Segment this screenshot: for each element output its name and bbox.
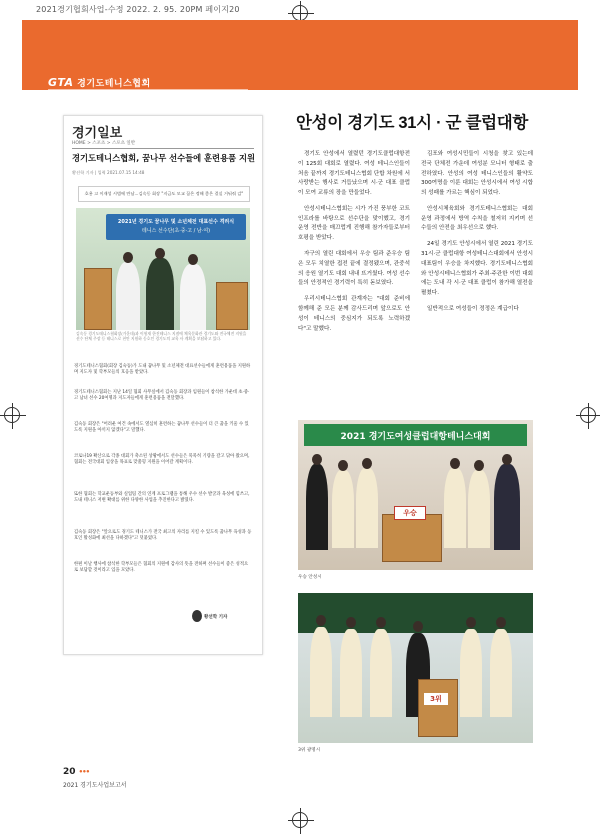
reporter-avatar bbox=[192, 610, 202, 622]
person bbox=[306, 464, 328, 550]
person-head bbox=[362, 458, 372, 469]
photo-banner-text-2: 테니스 선수단(초·중·고 / 남·여) bbox=[141, 228, 211, 234]
person-head bbox=[450, 458, 460, 469]
person bbox=[340, 629, 362, 717]
page-number bbox=[63, 767, 89, 777]
clipping-paragraph: 경기도테니스협회는 지난 14일 협회 사무실에서 김숙동 회장과 임원들이 참석한 가운데 초·중·고 남녀 선수 20여명과 지도자들에게 훈련용품을 전달했다. bbox=[74, 390, 250, 402]
person-head bbox=[316, 615, 326, 626]
article-paragraph: 일반적으로 여성들이 정정은 계급이다 bbox=[427, 305, 519, 312]
registration-mark-left bbox=[4, 407, 20, 423]
photo-banner bbox=[106, 214, 246, 240]
clipping-paragraph: 또한 협회는 학교운동부와 실업팀 간의 연계 프로그램을 통해 우수 선수 발굴과 육성에 힘쓰고, 도내 테니스 저변 확대를 위한 다양한 사업을 추진한다고 밝혔다. bbox=[74, 492, 250, 504]
third-place-photo bbox=[298, 593, 533, 743]
article-paragraph: 경기도 안성에서 열렸던 경기도클럽대항전이 125회 대회로 열렸다. 여성 테니스인들이 처음 끝까지 경기도테니스협회 단합 차원에 서 사랑받는 행사로 거듭났으며 시·군 대표 클럽이 모여 교류의 장을 만들었다. bbox=[298, 151, 410, 197]
person bbox=[444, 468, 466, 548]
banner-divider bbox=[48, 89, 248, 90]
person bbox=[180, 264, 206, 330]
article-paragraph: 자구의 열린 대회에서 우승 팀과 준우승 팀은 모두 치열한 접전 끝에 결정됐으며, 관중석의 응원 열기도 대회 내내 뜨거웠다. 여성 선수들의 안정적인 경기력이 특히 돋보였다. bbox=[298, 251, 410, 287]
photo-caption: 우승 안성시 bbox=[298, 575, 322, 580]
article-headline: 안성이 경기도 31시 · 군 클럽대항 bbox=[296, 114, 529, 132]
person bbox=[116, 262, 140, 330]
person bbox=[460, 629, 482, 717]
clipping-photo bbox=[76, 208, 250, 330]
clipping-subhead: 호용 고 이재성 시범에 만남...김숙동 회장 "지금도 모교 꿈은 정해 좋은 결실 거둬줘 감" bbox=[78, 186, 250, 202]
person bbox=[468, 470, 490, 548]
report-title: 2021 경기도사업보고서 bbox=[63, 782, 127, 789]
gta-logo-mark: GTA bbox=[48, 76, 74, 89]
equipment-boxes bbox=[216, 282, 248, 330]
clipping-paragraph: 한편 이날 행사에 참석한 학부모들은 협회의 지원에 감사의 뜻을 전하며 선수들이 좋은 성적으로 보답할 것이라고 입을 모았다. bbox=[74, 562, 249, 574]
person bbox=[310, 627, 332, 717]
newspaper-logo: 경기일보 bbox=[72, 126, 123, 141]
registration-mark-top bbox=[292, 5, 308, 21]
clipping-photo-caption: 김숙동 경기도테니스협회장(가운데)과 이원재 한진테니스 지점에 체육문화관 경기도와 전국체전 지원을 선수 단체 주장 등 테니스로 천안 지원하 동호인 경기도의 교육 사 계획을 보답하고 있다. bbox=[76, 331, 247, 341]
clipping-paragraph: 코로나19 확산으로 각종 대회가 축소된 상황에서도 선수들은 묵묵히 기량을 갈고 닦아 왔으며, 협회는 전국대회 입상을 목표로 맞춤형 지원을 이어갈 계획이다. bbox=[74, 454, 250, 466]
banner-logo-text: 경기도테니스협회 bbox=[77, 79, 151, 89]
prize-boxes bbox=[382, 514, 442, 562]
winners-photo bbox=[298, 420, 533, 570]
article-paragraph: 24일 경기도 안성시에서 열린 2021 경기도 31시·군 클럽대항 여성테니스대회에서 안성시 대표팀이 우승을 차지했다. 경기도테니스협회와 안성시테니스협회가 주최·주관한 이번 대회에는 도내 각 시·군 대표 클럽이 참가해 열전을 펼쳤다. bbox=[421, 241, 533, 297]
clipping-paragraph: 경기도테니스협회(회장 김숙동)가 도내 꿈나무 및 소년체전 대표선수들에게 훈련용품을 지원하며 지도자 및 학부모들의 호응을 받았다. bbox=[74, 364, 251, 376]
person-head bbox=[474, 460, 484, 471]
person-head bbox=[496, 617, 506, 628]
page-number-value: 20 bbox=[63, 767, 76, 777]
photo-banner-text: 2021년 경기도 꿈나무 및 소년체전 대표선수 격려식 bbox=[117, 219, 235, 225]
person bbox=[490, 629, 512, 717]
equipment-boxes bbox=[84, 268, 112, 330]
newspaper-clipping bbox=[63, 115, 263, 655]
person-head bbox=[346, 617, 356, 628]
person-head bbox=[376, 617, 386, 628]
clipping-paragraph: 김숙동 회장은 "어려운 여건 속에서도 열심히 훈련하는 꿈나무 선수들이 더 큰 꿈을 키울 수 있도록 지원을 아끼지 않겠다"고 말했다. bbox=[74, 422, 249, 434]
person bbox=[370, 629, 392, 717]
registration-mark-bottom bbox=[292, 812, 308, 828]
person-head bbox=[413, 621, 423, 632]
winner-sign: 우승 bbox=[394, 506, 426, 520]
clipping-meta: 황선학 기자 | 입력 2021.07.15 14:48 bbox=[72, 170, 145, 175]
person-head bbox=[502, 454, 512, 465]
person-head bbox=[312, 454, 322, 465]
print-header-text: 2021경기협회사업-수정 2022. 2. 95. 20PM 페이지20 bbox=[36, 5, 240, 14]
article-column-1 bbox=[298, 150, 410, 340]
registration-mark-right bbox=[580, 407, 596, 423]
person bbox=[146, 258, 174, 330]
article-paragraph: 김포와 여성시민들이 시청을 찾고 있는데 전국 단체전 가운데 여성분 모니터 형태로 출전하였다. 안성의 여성 테니스인들의 활약도 300여명을 이룬 대회는 안성시에서 여성 시합의 성패를 가르는 핵심이 되었다. bbox=[421, 151, 533, 197]
prize-boxes bbox=[418, 679, 458, 737]
person-head bbox=[155, 248, 165, 259]
person-head bbox=[338, 460, 348, 471]
person bbox=[494, 464, 520, 550]
clipping-paragraph: 김숙동 회장은 "앞으로도 경기도 테니스가 전국 최고의 자리를 지킬 수 있도록 꿈나무 육성과 동호인 활성화에 최선을 다하겠다"고 덧붙였다. bbox=[74, 530, 252, 542]
person-head bbox=[466, 617, 476, 628]
banner-logo bbox=[48, 76, 151, 89]
clipping-breadcrumb: HOME > 스포츠 > 스포츠 일반 bbox=[72, 141, 136, 146]
photo-caption: 3위 광명시 bbox=[298, 748, 321, 753]
event-banner-text: 2021 경기도여성클럽대항테니스대회 bbox=[340, 432, 491, 442]
person bbox=[356, 468, 378, 548]
person bbox=[332, 470, 354, 548]
clipping-divider bbox=[72, 148, 254, 149]
page-number-dots: ••• bbox=[78, 768, 90, 776]
article-column-2 bbox=[421, 150, 533, 321]
person-head bbox=[123, 252, 133, 263]
clipping-title: 경기도테니스협회, 꿈나무 선수들에 훈련용품 지원 bbox=[72, 153, 256, 163]
article-paragraph: 우리시테니스협회 관계자는 "대회 준비에 함께해 준 모든 분께 감사드리며 앞으로도 안성이 테니스의 중심지가 되도록 노력하겠다"고 말했다. bbox=[298, 296, 410, 332]
event-banner bbox=[304, 424, 527, 446]
article-paragraph: 안성시테니스협회는 시가 가진 풍부한 코트 인프라를 바탕으로 선수단을 맞이했고, 경기 운영 전반을 매끄럽게 진행해 참가자들로부터 호평을 받았다. bbox=[298, 205, 410, 242]
article-paragraph: 안성시체육회와 경기도테니스협회는 대회 운영 과정에서 방역 수칙을 철저히 지키며 선수들의 안전을 최우선으로 했다. bbox=[421, 205, 533, 232]
third-place-sign: 3위 bbox=[424, 693, 448, 705]
reporter-name: 황선학 기자 bbox=[204, 615, 228, 620]
person-head bbox=[188, 254, 198, 265]
